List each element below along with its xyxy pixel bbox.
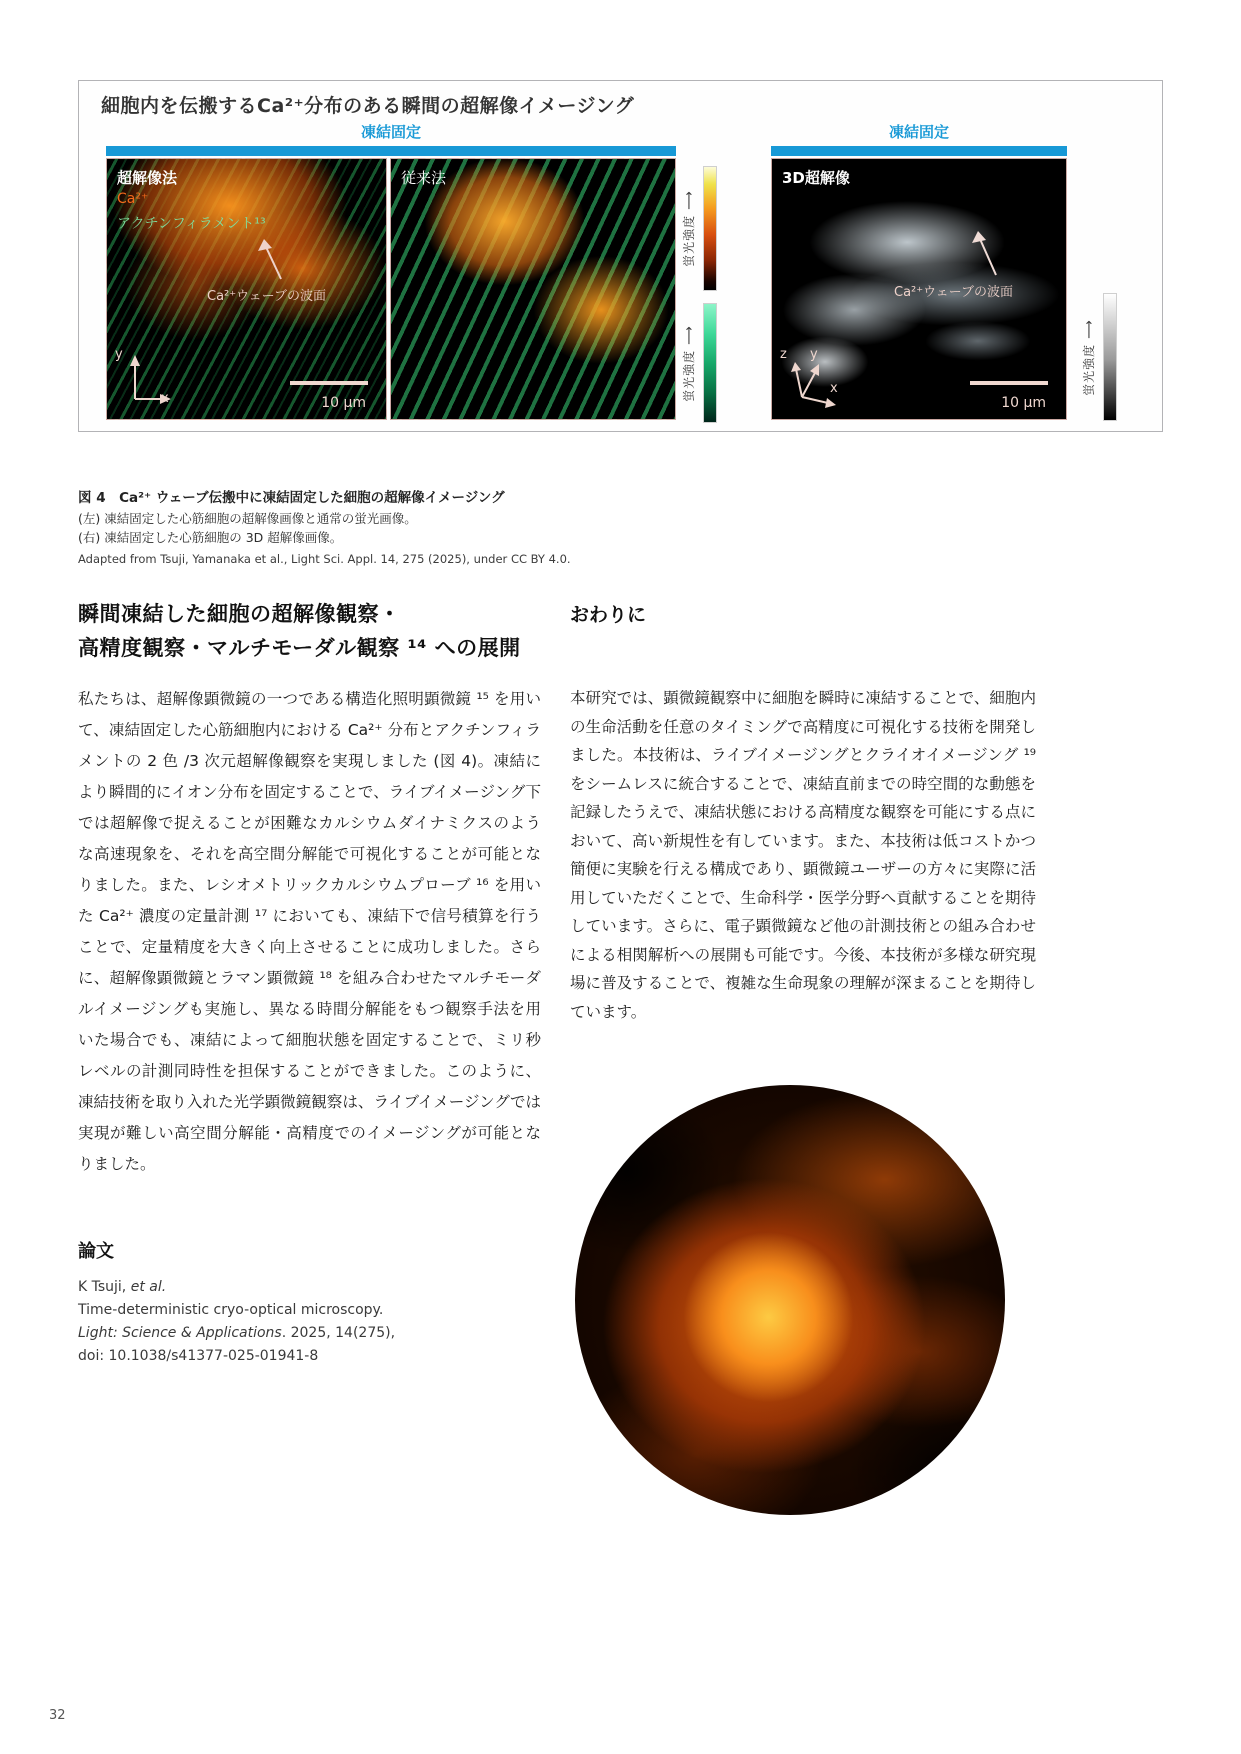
up-arrow-icon: ⟶: [1081, 318, 1097, 339]
paper-citation: [78, 1276, 395, 1368]
micrograph-superresolution: [106, 158, 387, 420]
xy-axes: [115, 347, 175, 413]
condition-label-right: 凍結固定: [888, 123, 949, 141]
page-number: 32: [49, 1708, 66, 1723]
scale-bar-label: 10 μm: [1001, 395, 1046, 411]
colorbar-label-gray: 蛍光強度⟶: [1081, 318, 1097, 396]
figure-credit: Adapted from Tsuji, Yamanaka et al., Light Sci. Appl. 14, 275 (2025), under CC BY 4.0.: [78, 552, 571, 566]
condition-bar-left: [106, 146, 676, 156]
section-heading-left-line1: 瞬間凍結した細胞の超解像観察・: [78, 602, 401, 626]
paper-journal: Light: Science & Applications. 2025, 14(275),: [78, 1325, 396, 1341]
axis-label-y: y: [810, 347, 818, 362]
section-heading-left-line2: 高精度観察・マルチモーダル観察 ¹⁴ への展開: [78, 636, 521, 660]
panel-label: 超解像法: [117, 169, 178, 187]
wavefront-annotation: Ca²⁺ウェーブの波面: [894, 285, 1013, 300]
axis-label-z: z: [780, 347, 787, 362]
up-arrow-icon: ⟶: [681, 324, 697, 345]
figure-4-box: [78, 80, 1163, 432]
colorbar-gray: [1103, 293, 1117, 421]
colorbar-label-hot: 蛍光強度⟶: [681, 190, 697, 267]
scale-bar: [970, 381, 1048, 385]
colorbar-hot: [703, 166, 717, 291]
colorbar-label-green: 蛍光強度⟶: [681, 324, 697, 402]
scale-bar: [290, 381, 368, 385]
section-heading-owarini: おわりに: [570, 604, 647, 626]
axis-label-x: x: [830, 381, 838, 396]
condition-label-left: 凍結固定: [360, 123, 421, 141]
micrograph-3d: [771, 158, 1067, 420]
panel-label: 従来法: [401, 169, 447, 187]
paper-title: Time-deterministic cryo-optical microscopy.: [78, 1302, 384, 1318]
axis-label-x: x: [161, 391, 169, 406]
figure-caption-title: 図 4 Ca²⁺ ウェーブ伝搬中に凍結固定した細胞の超解像イメージング: [78, 490, 505, 506]
paper-section-heading: 論文: [78, 1241, 114, 1262]
xyz-axes: [780, 347, 840, 413]
figure-title: 細胞内を伝搬するCa²⁺分布のある瞬間の超解像イメージング: [101, 95, 635, 117]
wavefront-annotation: Ca²⁺ウェーブの波面: [207, 289, 326, 304]
fluorescence-circle-image: [575, 1085, 1005, 1515]
body-text-left: 私たちは、超解像顕微鏡の一つである構造化照明顕微鏡 ¹⁵ を用いて、凍結固定した心筋細胞内における Ca²⁺ 分布とアクチンフィラメントの 2 色 /3 次元超解像観察を実現しました (図 4)。凍結により瞬間的にイオン分布を固定することで、ライブイメージング下では超解像で捉えることが困難なカルシウムダイナミクスのような高速現象を、それを高空間分解能で可視化することが可能となりました。また、レシオメトリックカルシウムプローブ ¹⁶ を用いた Ca²⁺ 濃度の定量計測 ¹⁷ においても、凍結下で信号積算を行うことで、定量精度を大きく向上させることに成功しました。さらに、超解像顕微鏡とラマン顕微鏡 ¹⁸ を組み合わせたマルチモーダルイメージングも実施し、異なる時間分解能をもつ観察手法を用いた場合でも、凍結によって細胞状態を固定することで、ミリ秒レベルの計測同時性を担保することができました。このように、凍結技術を取り入れた光学顕微鏡観察は、ライブイメージングでは実現が難しい高空間分解能・高精度でのイメージングが可能となりました。: [78, 690, 541, 1173]
axis-label-y: y: [115, 347, 123, 362]
up-arrow-icon: ⟶: [681, 190, 697, 210]
colorbar-green: [703, 303, 717, 423]
paper-doi: doi: 10.1038/s41377-025-01941-8: [78, 1348, 319, 1364]
channel-label-actin: アクチンフィラメント¹³: [117, 216, 266, 232]
figure-caption-line: (左) 凍結固定した心筋細胞の超解像画像と通常の蛍光画像。: [78, 511, 417, 526]
condition-bar-right: [771, 146, 1067, 156]
figure-caption-line: (右) 凍結固定した心筋細胞の 3D 超解像画像。: [78, 530, 343, 545]
panel-label: 3D超解像: [782, 169, 850, 187]
scale-bar-label: 10 μm: [321, 395, 366, 411]
micrograph-conventional: [390, 158, 676, 420]
paper-authors: K Tsuji, et al.: [78, 1279, 167, 1295]
annotation-arrow-icon: [255, 237, 289, 283]
body-text-right: 本研究では、顕微鏡観察中に細胞を瞬時に凍結することで、細胞内の生命活動を任意のタイミングで高精度に可視化する技術を開発しました。本技術は、ライブイメージングとクライオイメージング ¹⁹ をシームレスに統合することで、凍結直前までの時空間的な動態を記録したうえで、凍結状態における高精度な観察を可能にする点において、高い新規性を有しています。また、本技術は低コストかつ簡便に実験を行える構成であり、顕微鏡ユーザーの方々に実際に活用していただくことで、生命科学・医学分野へ貢献することを期待しています。さらに、電子顕微鏡など他の計測技術との組み合わせによる相関解析への展開も可能です。今後、本技術が多様な研究現場に普及することで、複雑な生命現象の理解が深まることを期待しています。: [570, 689, 1036, 1021]
channel-label-ca: Ca²⁺: [117, 191, 149, 207]
annotation-arrow-icon: [968, 229, 1004, 279]
